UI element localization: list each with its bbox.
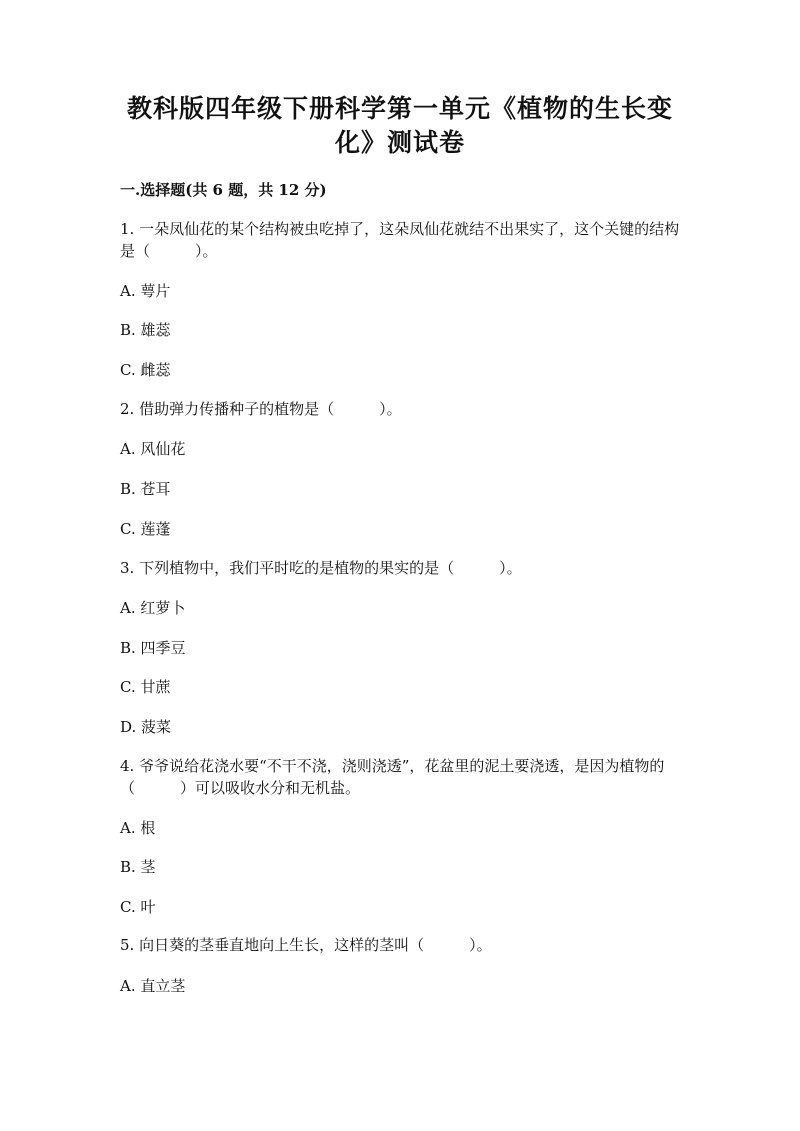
title-line-1: 教科版四年级下册科学第一单元《植物的生长变 — [126, 94, 673, 123]
question-3-option-a: A. 红萝卜 — [120, 599, 186, 617]
question-1-option-b: B. 雄蕊 — [120, 321, 171, 339]
question-4-option-b: B. 茎 — [120, 858, 156, 876]
question-2-stem: 2. 借助弹力传播种子的植物是（ ）。 — [120, 400, 402, 418]
section-heading: 一.选择题(共 6 题，共 12 分) — [120, 181, 327, 199]
question-3-option-c: C. 甘蔗 — [120, 678, 171, 696]
page-title — [120, 92, 680, 160]
question-1-stem: 1. 一朵凤仙花的某个结构被虫吃掉了，这朵凤仙花就结不出果实了，这个关键的结构是（ ）。 — [120, 220, 680, 260]
question-3-option-d: D. 菠菜 — [120, 718, 172, 736]
question-3-stem: 3. 下列植物中，我们平时吃的是植物的果实的是（ ）。 — [120, 559, 522, 577]
title-line-2: 化》测试卷 — [334, 128, 465, 157]
question-4-option-a: A. 根 — [120, 819, 156, 837]
question-1-option-a: A. 萼片 — [120, 282, 171, 300]
question-4-stem: 4. 爷爷说给花浇水要“不干不浇，浇则浇透”，花盆里的泥土要浇透，是因为植物的（ ）可以吸收水分和无机盐。 — [120, 757, 665, 797]
question-5-stem: 5. 向日葵的茎垂直地向上生长，这样的茎叫（ ）。 — [120, 936, 492, 954]
question-4-option-c: C. 叶 — [120, 898, 156, 916]
question-2-option-a: A. 风仙花 — [120, 440, 186, 458]
question-2-option-b: B. 苍耳 — [120, 480, 171, 498]
question-2-option-c: C. 莲蓬 — [120, 520, 171, 538]
question-1-option-c: C. 雌蕊 — [120, 361, 171, 379]
question-5-option-a: A. 直立茎 — [120, 977, 186, 995]
question-3-option-b: B. 四季豆 — [120, 639, 186, 657]
